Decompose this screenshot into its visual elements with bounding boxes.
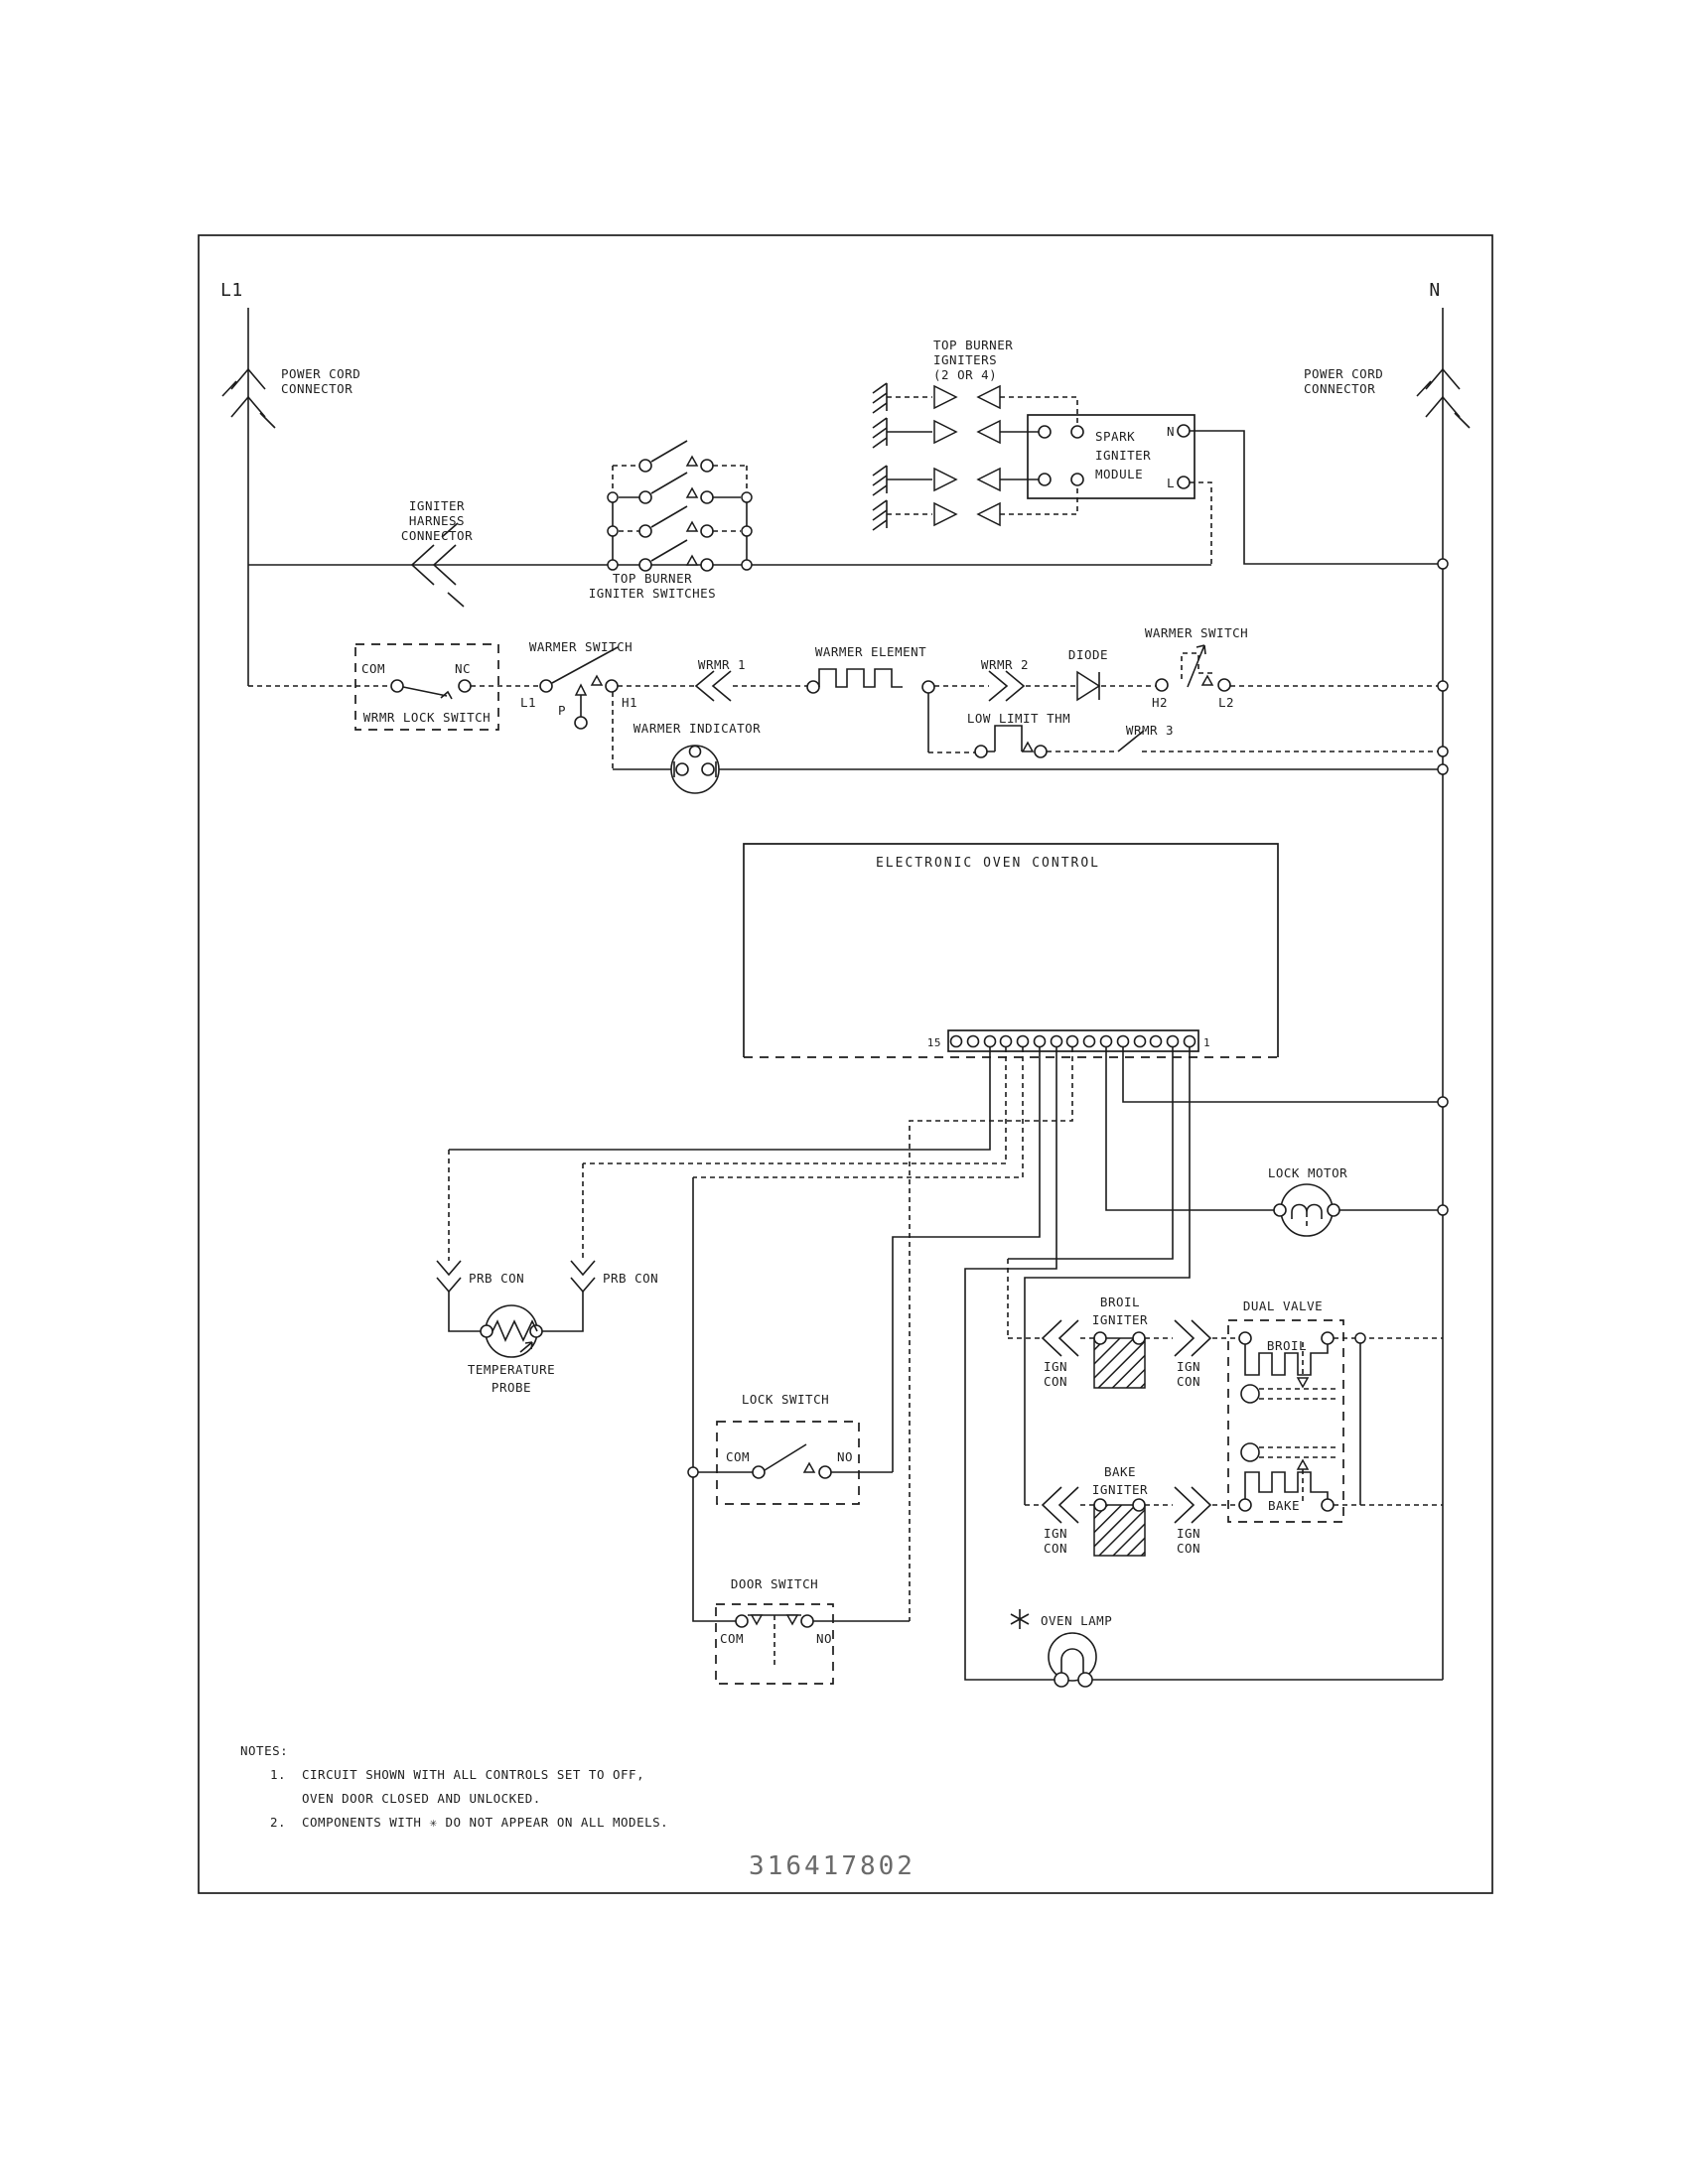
svg-text:DUAL VALVE: DUAL VALVE [1242, 1298, 1324, 1313]
asterisk-icon [1011, 1609, 1029, 1629]
module-n-wire [1190, 431, 1443, 564]
svg-text:PRB CON: PRB CON [469, 1271, 525, 1286]
svg-text:BAKE: BAKE [1267, 1498, 1301, 1513]
svg-text:DIODE: DIODE [1067, 647, 1109, 662]
svg-text:DOOR SWITCH: DOOR SWITCH [730, 1576, 819, 1591]
svg-text:1.: 1. [270, 1767, 287, 1782]
ign-con-connector-icon [1043, 1320, 1078, 1356]
svg-text:CON: CON [1177, 1541, 1201, 1556]
svg-text:TEMPERATURE: TEMPERATURE [467, 1362, 556, 1377]
svg-text:NO: NO [837, 1449, 854, 1464]
svg-text:H1: H1 [622, 695, 638, 710]
low-limit-thermostat [928, 693, 1443, 757]
notes-title: NOTES: [240, 1743, 289, 1758]
broil-igniter [1008, 1295, 1239, 1389]
ign-con-connector-icon [1175, 1487, 1210, 1523]
svg-text:HARNESS: HARNESS [408, 513, 466, 528]
wrmr2-connector-icon [989, 671, 1024, 701]
svg-text:CON: CON [1044, 1374, 1068, 1389]
eoc-pins [951, 1036, 1196, 1047]
lock-switch [688, 1392, 893, 1504]
svg-text:LOCK MOTOR: LOCK MOTOR [1267, 1165, 1348, 1180]
svg-text:NC: NC [455, 661, 472, 676]
pin15-label: 15 [926, 1036, 941, 1049]
broil-igniter-element [1094, 1338, 1145, 1388]
svg-text:LOCK SWITCH: LOCK SWITCH [741, 1392, 830, 1407]
svg-text:CONNECTOR: CONNECTOR [1304, 381, 1376, 396]
svg-text:PROBE: PROBE [491, 1380, 532, 1395]
prb-con-connector-icon [571, 1261, 595, 1292]
svg-text:CONNECTOR: CONNECTOR [281, 381, 353, 396]
wrmr1-connector-icon [696, 671, 731, 701]
svg-text:CON: CON [1177, 1374, 1201, 1389]
lock-motor [1268, 1165, 1443, 1236]
l1-rail-label: L1 [220, 280, 243, 301]
svg-text:H2: H2 [1151, 695, 1169, 710]
door-switch [716, 1576, 910, 1684]
svg-text:WRMR 3: WRMR 3 [1125, 723, 1175, 738]
warmer-switch-left [471, 639, 637, 729]
svg-text:CON: CON [1044, 1541, 1068, 1556]
svg-text:(2 OR 4): (2 OR 4) [933, 367, 998, 382]
svg-text:IGN: IGN [1044, 1359, 1068, 1374]
svg-text:MODULE: MODULE [1095, 467, 1144, 481]
dual-valve [1228, 1298, 1443, 1522]
diode [1068, 647, 1156, 700]
svg-text:TOP BURNER: TOP BURNER [933, 338, 1014, 352]
wrmr2-connector [934, 657, 1075, 701]
svg-text:ELECTRONIC OVEN CONTROL: ELECTRONIC OVEN CONTROL [875, 856, 1101, 871]
svg-text:IGNITERS: IGNITERS [933, 352, 998, 367]
svg-text:IGNITER: IGNITER [1091, 1482, 1149, 1497]
svg-text:WRMR LOCK SWITCH: WRMR LOCK SWITCH [362, 710, 492, 725]
svg-text:IGNITER: IGNITER [1091, 1312, 1149, 1327]
eoc-wiring [449, 1047, 1443, 1680]
spark-igniter-module [1028, 415, 1443, 565]
svg-text:WARMER SWITCH: WARMER SWITCH [528, 639, 633, 654]
svg-text:WARMER INDICATOR: WARMER INDICATOR [633, 721, 762, 736]
prb-con-connector-icon [437, 1261, 461, 1292]
oven-lamp [1011, 1609, 1443, 1687]
svg-text:2.: 2. [270, 1815, 287, 1830]
svg-text:COM: COM [720, 1631, 745, 1646]
svg-text:OVEN LAMP: OVEN LAMP [1041, 1613, 1113, 1628]
top-burner-igniter-switches [589, 441, 752, 601]
svg-text:COM: COM [726, 1449, 751, 1464]
svg-text:PRB CON: PRB CON [603, 1271, 659, 1286]
junction-dots [1355, 559, 1448, 1343]
svg-text:LOW LIMIT THM: LOW LIMIT THM [966, 711, 1071, 726]
ign-con-connector-icon [1043, 1487, 1078, 1523]
ign-con-connector-icon [1175, 1320, 1210, 1356]
pin1-label: 1 [1203, 1036, 1211, 1049]
svg-text:IGN: IGN [1177, 1359, 1201, 1374]
bake-igniter [1025, 1464, 1239, 1556]
module-l-wire [1190, 482, 1211, 565]
svg-text:SPARK: SPARK [1095, 429, 1136, 444]
svg-text:BROIL: BROIL [1099, 1295, 1141, 1309]
notes-block [240, 1743, 668, 1830]
power-cord-label: POWER CORD [1304, 366, 1384, 381]
svg-text:L2: L2 [1217, 695, 1235, 710]
electronic-oven-control [744, 844, 1278, 1057]
svg-text:IGN: IGN [1044, 1526, 1068, 1541]
warmer-element [807, 644, 934, 693]
warmer-switch-right [1145, 625, 1443, 710]
module-l-terminal-label: L [1166, 476, 1175, 490]
svg-text:WARMER ELEMENT: WARMER ELEMENT [814, 644, 927, 659]
svg-text:IGN: IGN [1177, 1526, 1201, 1541]
bake-igniter-element [1094, 1505, 1145, 1556]
wrmr1-connector [618, 657, 807, 701]
svg-text:IGNITER: IGNITER [1095, 448, 1152, 463]
svg-text:L1: L1 [519, 695, 536, 710]
svg-text:NO: NO [816, 1631, 833, 1646]
module-n-terminal-label: N [1166, 424, 1175, 439]
svg-text:WRMR 1: WRMR 1 [697, 657, 747, 672]
n-rail-label: N [1429, 280, 1441, 301]
diagram-border [199, 235, 1492, 1893]
svg-text:BROIL: BROIL [1266, 1338, 1308, 1353]
igniter-electrode-icon [873, 383, 887, 530]
l1-power-rail [220, 280, 360, 686]
svg-text:IGNITER: IGNITER [408, 498, 466, 513]
note-1-line-2: OVEN DOOR CLOSED AND UNLOCKED. [302, 1791, 541, 1806]
svg-text:P: P [557, 703, 566, 718]
note-1-line-1: CIRCUIT SHOWN WITH ALL CONTROLS SET TO OFF, [302, 1767, 645, 1782]
svg-text:BAKE: BAKE [1103, 1464, 1137, 1479]
note-2-line-1: COMPONENTS WITH ✳ DO NOT APPEAR ON ALL MODELS. [302, 1815, 669, 1830]
svg-text:CONNECTOR: CONNECTOR [400, 528, 474, 543]
svg-text:WARMER SWITCH: WARMER SWITCH [1144, 625, 1249, 640]
power-cord-label: POWER CORD [281, 366, 361, 381]
svg-text:IGNITER SWITCHES: IGNITER SWITCHES [588, 586, 717, 601]
svg-text:TOP BURNER: TOP BURNER [612, 571, 693, 586]
svg-text:WRMR 2: WRMR 2 [980, 657, 1030, 672]
svg-text:COM: COM [361, 661, 386, 676]
n-power-rail [1304, 280, 1470, 1680]
temperature-probe [437, 1150, 658, 1395]
part-number: 316417802 [749, 1851, 915, 1881]
wrmr-lock-switch [248, 644, 498, 730]
